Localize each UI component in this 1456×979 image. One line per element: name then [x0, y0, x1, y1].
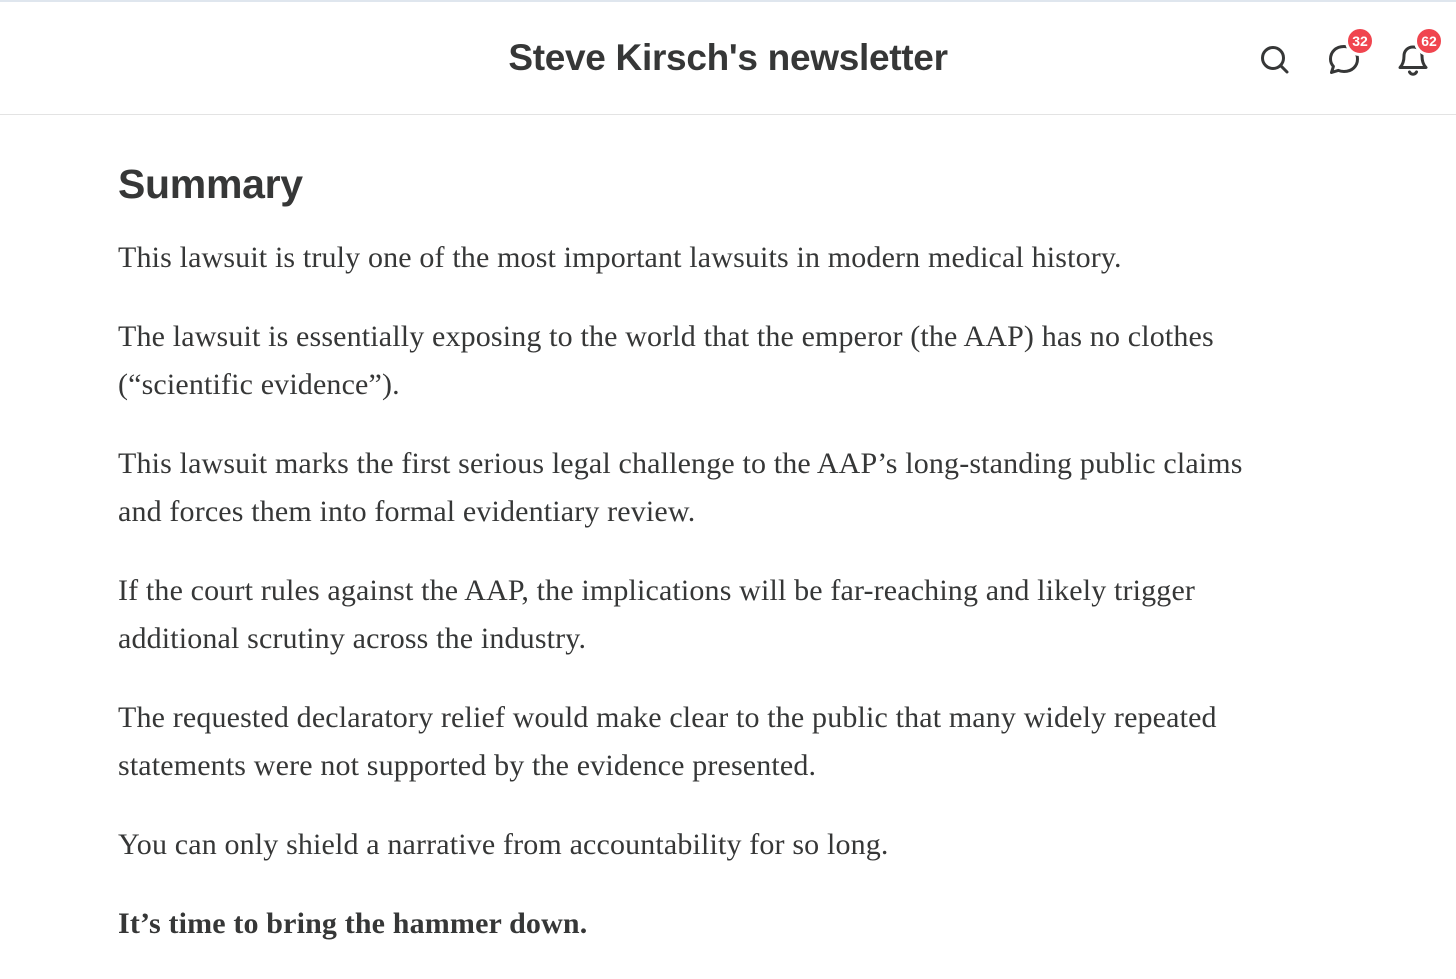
paragraph: You can only shield a narrative from accountability for so long. — [118, 828, 889, 861]
paragraph: The lawsuit is essentially exposing to the world that the emperor (the AAP) has no clothes (“scientific evidence”). — [118, 320, 1214, 401]
paragraph: This lawsuit is truly one of the most important lawsuits in modern medical history. — [118, 241, 1122, 274]
paragraph: If the court rules against the AAP, the implications will be far-reaching and likely trigger additional scrutiny across the industry. — [118, 574, 1196, 655]
paragraph: The requested declaratory relief would make clear to the public that many widely repeated statements were not supported by the evidence presented. — [118, 701, 1217, 782]
search-button[interactable] — [1257, 41, 1293, 77]
notifications-button[interactable] — [1395, 33, 1437, 77]
top-navbar — [0, 2, 1456, 115]
search-icon — [1257, 41, 1293, 77]
section-heading: Summary — [118, 161, 303, 207]
post-body — [118, 158, 1278, 979]
publication-title[interactable]: Steve Kirsch's newsletter — [508, 37, 948, 78]
notifications-count-badge: 62 — [1414, 26, 1444, 56]
paragraph: This lawsuit marks the first serious legal challenge to the AAP’s long-standing public claims and forces them into formal evidentiary review. — [118, 447, 1243, 528]
comments-count-badge: 32 — [1345, 26, 1375, 56]
comments-button[interactable] — [1326, 33, 1368, 77]
closing-statement: It’s time to bring the hammer down. — [118, 907, 588, 940]
